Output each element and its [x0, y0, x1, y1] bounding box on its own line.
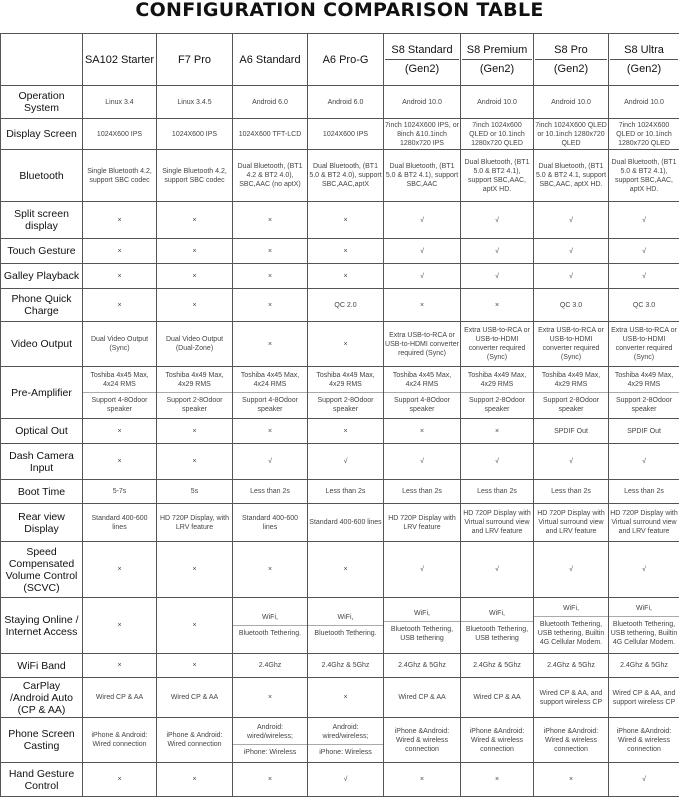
- spec-cell: √: [384, 202, 461, 239]
- spec-cell: [609, 367, 679, 419]
- table-row: [1, 444, 679, 480]
- spec-cell: [308, 718, 384, 763]
- spec-cell-part: Bluetooth Tethering, USB tethering: [384, 621, 460, 643]
- spec-cell: ×: [157, 542, 233, 598]
- spec-cell: Extra USB-to-RCA or USB-to-HDMI converter required (Sync): [384, 322, 461, 367]
- column-generation: (Gen2): [535, 59, 607, 75]
- table-row: [1, 678, 679, 718]
- spec-cell: ×: [83, 598, 157, 654]
- spec-cell-part: iPhone: Wireless: [233, 744, 307, 757]
- spec-cell: √: [384, 239, 461, 264]
- spec-cell-part: WiFi,: [414, 609, 430, 617]
- spec-cell: √: [534, 542, 609, 598]
- spec-cell: √: [609, 239, 679, 264]
- column-header: [308, 34, 384, 86]
- spec-cell: iPhone &Android: Wired & wireless connection: [461, 718, 534, 763]
- row-label: Phone Quick Charge: [1, 289, 83, 322]
- spec-cell: Android 6.0: [308, 86, 384, 119]
- row-label: Touch Gesture: [1, 239, 83, 264]
- column-name: A6 Pro-G: [322, 53, 369, 66]
- spec-cell: √: [233, 444, 308, 480]
- table-row: [1, 322, 679, 367]
- table-row: [1, 239, 679, 264]
- spec-cell: ×: [308, 419, 384, 444]
- table-row: [1, 86, 679, 119]
- spec-cell-part: Support 2-8Odoor speaker: [461, 392, 533, 414]
- spec-cell-part: Toshiba 4x49 Max, 4x29 RMS: [467, 372, 527, 388]
- spec-cell: √: [308, 763, 384, 797]
- spec-cell-part: Support 2-8Odoor speaker: [157, 392, 232, 414]
- spec-cell: 1024X600 TFT-LCD: [233, 119, 308, 150]
- column-name: SA102 Starter: [84, 53, 155, 66]
- table-row: [1, 598, 679, 654]
- spec-cell: 7inch 1024X600 IPS, or 8inch &10.1inch 1280x720 IPS: [384, 119, 461, 150]
- spec-cell: ×: [233, 322, 308, 367]
- page-title: CONFIGURATION COMPARISON TABLE: [135, 0, 544, 21]
- spec-cell: ×: [461, 419, 534, 444]
- spec-cell: [461, 367, 534, 419]
- row-label: Staying Online / Internet Access: [1, 598, 83, 654]
- spec-cell: ×: [461, 289, 534, 322]
- spec-cell: ×: [233, 678, 308, 718]
- spec-cell: ×: [83, 654, 157, 678]
- spec-cell: iPhone & Android: Wired connection: [83, 718, 157, 763]
- spec-cell: [233, 367, 308, 419]
- column-name: A6 Standard: [239, 53, 301, 66]
- spec-cell: Extra USB-to-RCA or USB-to-HDMI converter required (Sync): [609, 322, 679, 367]
- spec-cell: ×: [534, 763, 609, 797]
- spec-cell: [384, 367, 461, 419]
- table-row: [1, 480, 679, 504]
- spec-cell-part: Support 4-8Odoor speaker: [384, 392, 460, 414]
- spec-cell: Android 6.0: [233, 86, 308, 119]
- spec-cell: Dual Bluetooth, (BT1 4.2 & BT2 4.0), SBC,AAC (no aptX): [233, 150, 308, 202]
- spec-cell: iPhone & Android: Wired connection: [157, 718, 233, 763]
- spec-cell: ×: [308, 322, 384, 367]
- spec-cell: Wired CP & AA, and support wireless CP: [609, 678, 679, 718]
- spec-cell: ×: [308, 239, 384, 264]
- column-header: [157, 34, 233, 86]
- spec-cell: Dual Video Output (Sync): [83, 322, 157, 367]
- spec-cell: ×: [233, 239, 308, 264]
- spec-cell: Linux 3.4: [83, 86, 157, 119]
- table-body: [1, 86, 679, 797]
- spec-cell: √: [461, 542, 534, 598]
- spec-cell: HD 720P Display with Virtual surround view and LRV feature: [534, 504, 609, 542]
- spec-cell: √: [609, 444, 679, 480]
- column-generation: (Gen2): [610, 59, 678, 75]
- row-label: CarPlay /Android Auto (CP & AA): [1, 678, 83, 718]
- column-name: S8 Ultra: [624, 44, 664, 56]
- spec-cell-part: Android: wired/wireless;: [247, 724, 293, 740]
- spec-cell-part: WiFi,: [337, 614, 354, 621]
- spec-cell-part: Support 4-8Odoor speaker: [233, 392, 307, 414]
- spec-cell-part: Bluetooth Tethering, USB tethering, Builtin 4G Cellular Modem.: [534, 616, 608, 647]
- spec-cell: √: [609, 763, 679, 797]
- spec-cell: ×: [157, 763, 233, 797]
- spec-cell: ×: [83, 542, 157, 598]
- spec-cell: 2.4Ghz & 5Ghz: [609, 654, 679, 678]
- spec-cell: Less than 2s: [233, 480, 308, 504]
- spec-cell: [609, 598, 679, 654]
- spec-cell: ×: [157, 598, 233, 654]
- spec-cell-part: WiFi,: [563, 605, 579, 612]
- spec-cell: [233, 718, 308, 763]
- spec-cell-part: Bluetooth Tethering, USB tethering: [461, 621, 533, 643]
- spec-cell: iPhone &Android: Wired & wireless connection: [609, 718, 679, 763]
- spec-cell: Standard 400-600 lines: [83, 504, 157, 542]
- spec-cell: Wired CP & AA: [461, 678, 534, 718]
- spec-cell: [384, 598, 461, 654]
- spec-cell: Less than 2s: [609, 480, 679, 504]
- row-label: Speed Compensated Volume Control (SCVC): [1, 542, 83, 598]
- spec-cell: 7inch 1024X600 QLED or 10.1inch 1280x720 QLED: [534, 119, 609, 150]
- spec-cell: √: [461, 239, 534, 264]
- spec-cell: √: [609, 202, 679, 239]
- spec-cell-part: Support 2-8Odoor speaker: [609, 392, 679, 414]
- spec-cell: ×: [384, 289, 461, 322]
- spec-cell: √: [461, 202, 534, 239]
- row-label: Boot Time: [1, 480, 83, 504]
- spec-cell: Single Bluetooth 4.2, support SBC codec: [83, 150, 157, 202]
- spec-cell: ×: [83, 444, 157, 480]
- spec-cell-part: Toshiba 4x49 Max, 4x29 RMS: [541, 372, 601, 388]
- table-row: [1, 542, 679, 598]
- row-label: Video Output: [1, 322, 83, 367]
- spec-cell: ×: [157, 264, 233, 289]
- spec-cell: Less than 2s: [384, 480, 461, 504]
- row-label: Display Screen: [1, 119, 83, 150]
- table-row: [1, 419, 679, 444]
- row-label: Rear view Display: [1, 504, 83, 542]
- spec-cell-part: Android: wired/wireless;: [322, 724, 369, 740]
- spec-cell: ×: [157, 654, 233, 678]
- spec-cell: ×: [308, 202, 384, 239]
- spec-cell-part: WiFi,: [262, 614, 278, 621]
- spec-cell: √: [609, 542, 679, 598]
- spec-cell: ×: [233, 542, 308, 598]
- row-label: Operation System: [1, 86, 83, 119]
- spec-cell: [83, 367, 157, 419]
- table-row: [1, 718, 679, 763]
- row-label: Pre-Amplifier: [1, 367, 83, 419]
- spec-cell: Standard 400-600 lines: [308, 504, 384, 542]
- spec-cell: HD 720P Display, with LRV feature: [157, 504, 233, 542]
- spec-cell: √: [609, 264, 679, 289]
- spec-cell: Less than 2s: [308, 480, 384, 504]
- spec-cell: HD 720P Display with Virtual surround view and LRV feature: [461, 504, 534, 542]
- spec-cell: Extra USB-to-RCA or USB-to-HDMI converter required (Sync): [461, 322, 534, 367]
- spec-cell: 1024X600 IPS: [157, 119, 233, 150]
- spec-cell: √: [384, 444, 461, 480]
- column-name: S8 Premium: [466, 44, 528, 56]
- table-row: [1, 763, 679, 797]
- spec-cell: 7inch 1024X600 QLED or 10.1inch 1280x720 QLED: [609, 119, 679, 150]
- spec-cell: 2.4Ghz: [233, 654, 308, 678]
- table-row: [1, 654, 679, 678]
- column-header: [233, 34, 308, 86]
- spec-cell: Dual Video Output (Dual-Zone): [157, 322, 233, 367]
- comparison-table: [0, 33, 679, 797]
- spec-cell: Dual Bluetooth, (BT1 5.0 & BT2 4.0), support SBC,AAC,aptX: [308, 150, 384, 202]
- spec-cell: Wired CP & AA, and support wireless CP: [534, 678, 609, 718]
- spec-cell-part: WiFi,: [489, 609, 505, 617]
- spec-cell: √: [534, 239, 609, 264]
- spec-cell: 5-7s: [83, 480, 157, 504]
- spec-cell: √: [384, 264, 461, 289]
- spec-cell: Linux 3.4.5: [157, 86, 233, 119]
- spec-cell: 5s: [157, 480, 233, 504]
- spec-cell: 2.4Ghz & 5Ghz: [384, 654, 461, 678]
- spec-cell: HD 720P Display with Virtual surround view and LRV feature: [609, 504, 679, 542]
- column-header: [534, 34, 609, 86]
- column-name: S8 Standard: [391, 44, 453, 56]
- spec-cell: Dual Bluetooth, (BT1 5.0 & BT2 4.1), support SBC,AAC: [384, 150, 461, 202]
- spec-cell: √: [461, 444, 534, 480]
- spec-cell: 2.4Ghz & 5Ghz: [461, 654, 534, 678]
- spec-cell: 2.4Ghz & 5Ghz: [534, 654, 609, 678]
- spec-cell: [233, 598, 308, 654]
- table-row: [1, 264, 679, 289]
- spec-cell: ×: [233, 419, 308, 444]
- spec-cell: 7inch 1024x600 QLED or 10.1inch 1280x720 QLED: [461, 119, 534, 150]
- spec-cell: Wired CP & AA: [384, 678, 461, 718]
- column-header: [83, 34, 157, 86]
- spec-cell: ×: [308, 678, 384, 718]
- spec-cell: √: [534, 264, 609, 289]
- spec-cell: [534, 367, 609, 419]
- spec-cell: SPDIF Out: [609, 419, 679, 444]
- spec-cell: Standard 400-600 lines: [233, 504, 308, 542]
- spec-cell: ×: [83, 763, 157, 797]
- spec-cell-part: Bluetooth Tethering, USB tethering, Builtin 4G Cellular Modem.: [609, 616, 679, 647]
- spec-cell: [157, 367, 233, 419]
- spec-cell: Dual Bluetooth, (BT1 5.0 & BT2 4.1), support SBC,AAC, aptX HD.: [609, 150, 679, 202]
- spec-cell: ×: [384, 419, 461, 444]
- spec-cell: QC 2.0: [308, 289, 384, 322]
- column-header: [461, 34, 534, 86]
- column-name: S8 Pro: [554, 44, 588, 56]
- spec-cell: √: [308, 444, 384, 480]
- spec-cell-part: Toshiba 4x49 Max, 4x29 RMS: [316, 372, 375, 388]
- spec-cell: [308, 598, 384, 654]
- row-label: Split screen display: [1, 202, 83, 239]
- spec-cell: √: [534, 444, 609, 480]
- spec-cell: Android 10.0: [609, 86, 679, 119]
- spec-cell-part: Toshiba 4x45 Max, 4x24 RMS: [240, 372, 300, 388]
- row-label: Galley Playback: [1, 264, 83, 289]
- spec-cell: Android 10.0: [534, 86, 609, 119]
- spec-cell-part: Support 2-8Odoor speaker: [534, 392, 608, 414]
- spec-cell: ×: [233, 289, 308, 322]
- spec-cell: Dual Bluetooth, (BT1 5.0 & BT2 4.1, support SBC,AAC, aptX HD.: [534, 150, 609, 202]
- spec-cell-part: Support 4-8Odoor speaker: [83, 392, 156, 414]
- spec-cell: iPhone &Android: Wired & wireless connection: [384, 718, 461, 763]
- spec-cell: ×: [461, 763, 534, 797]
- spec-cell-part: Support 2-8Odoor speaker: [308, 392, 383, 414]
- column-generation: (Gen2): [385, 59, 459, 75]
- spec-cell: √: [384, 542, 461, 598]
- spec-cell: √: [461, 264, 534, 289]
- table-row: [1, 289, 679, 322]
- spec-cell: SPDIF Out: [534, 419, 609, 444]
- spec-cell: ×: [157, 202, 233, 239]
- spec-cell: ×: [233, 264, 308, 289]
- spec-cell: Android 10.0: [461, 86, 534, 119]
- table-row: [1, 202, 679, 239]
- spec-cell: ×: [308, 264, 384, 289]
- spec-cell: Single Bluetooth 4.2, support SBC codec: [157, 150, 233, 202]
- header-row: [1, 34, 679, 86]
- spec-cell: Android 10.0: [384, 86, 461, 119]
- corner-cell: [1, 34, 83, 86]
- spec-cell: ×: [157, 419, 233, 444]
- spec-cell: ×: [157, 289, 233, 322]
- column-generation: (Gen2): [462, 59, 532, 75]
- spec-cell: ×: [157, 444, 233, 480]
- spec-cell: ×: [83, 419, 157, 444]
- spec-cell-part: Bluetooth Tethering.: [233, 625, 307, 638]
- spec-cell: Less than 2s: [534, 480, 609, 504]
- row-label: Optical Out: [1, 419, 83, 444]
- spec-cell: [308, 367, 384, 419]
- spec-cell-part: Toshiba 4x45 Max, 4x24 RMS: [90, 372, 149, 388]
- column-name: F7 Pro: [177, 53, 211, 66]
- spec-cell: QC 3.0: [534, 289, 609, 322]
- table-row: [1, 150, 679, 202]
- spec-cell: ×: [308, 542, 384, 598]
- spec-cell: ×: [83, 264, 157, 289]
- spec-cell-part: Toshiba 4x45 Max, 4x24 RMS: [392, 372, 452, 388]
- row-label: WiFi Band: [1, 654, 83, 678]
- spec-cell: ×: [233, 763, 308, 797]
- column-header: [609, 34, 679, 86]
- spec-cell: 1024X600 IPS: [308, 119, 384, 150]
- spec-cell-part: Toshiba 4x49 Max, 4x29 RMS: [165, 372, 224, 388]
- spec-cell: Extra USB-to-RCA or USB-to-HDMI converter required (Sync): [534, 322, 609, 367]
- spec-cell-part: iPhone: Wireless: [308, 744, 383, 757]
- spec-cell: ×: [83, 239, 157, 264]
- spec-cell: √: [534, 202, 609, 239]
- column-header: [384, 34, 461, 86]
- row-label: Bluetooth: [1, 150, 83, 202]
- spec-cell: 2.4Ghz & 5Ghz: [308, 654, 384, 678]
- spec-cell: Less than 2s: [461, 480, 534, 504]
- spec-cell: 1024X600 IPS: [83, 119, 157, 150]
- spec-cell: ×: [83, 202, 157, 239]
- row-label: Phone Screen Casting: [1, 718, 83, 763]
- spec-cell: ×: [233, 202, 308, 239]
- spec-cell-part: Toshiba 4x49 Max, 4x29 RMS: [614, 372, 674, 388]
- spec-cell: Wired CP & AA: [83, 678, 157, 718]
- spec-cell: HD 720P Display with LRV feature: [384, 504, 461, 542]
- spec-cell: ×: [384, 763, 461, 797]
- table-row: [1, 504, 679, 542]
- row-label: Dash Camera Input: [1, 444, 83, 480]
- spec-cell: [534, 598, 609, 654]
- row-label: Hand Gesture Control: [1, 763, 83, 797]
- table-row: [1, 367, 679, 419]
- spec-cell: ×: [83, 289, 157, 322]
- spec-cell-part: WiFi,: [636, 605, 652, 612]
- spec-cell: iPhone &Android: Wired & wireless connection: [534, 718, 609, 763]
- spec-cell: QC 3.0: [609, 289, 679, 322]
- spec-cell: Wired CP & AA: [157, 678, 233, 718]
- table-row: [1, 119, 679, 150]
- spec-cell: [461, 598, 534, 654]
- spec-cell: Dual Bluetooth, (BT1 5.0 & BT2 4.1), support SBC,AAC, aptX HD.: [461, 150, 534, 202]
- spec-cell-part: Bluetooth Tethering.: [308, 625, 383, 638]
- spec-cell: ×: [157, 239, 233, 264]
